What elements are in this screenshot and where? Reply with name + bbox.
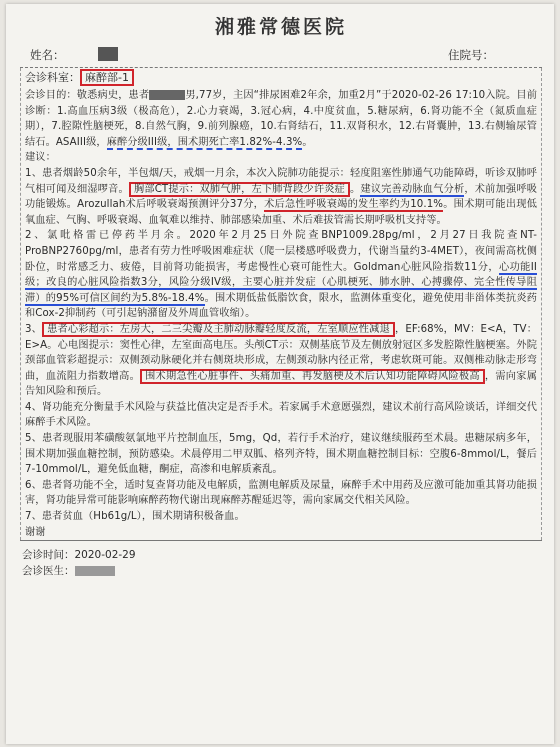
consult-doctor-label: 会诊医生： <box>22 565 75 578</box>
dept-label: 会诊科室： <box>25 71 80 84</box>
redacted-name <box>98 47 118 61</box>
chest-ct-highlight: 胸部CT提示：双肺气肿，左下肺背段少许炎症 <box>129 182 350 197</box>
advice-item-6: 6、患者肾功能不全，适时复查肾功能及电解质，监测电解质及尿量，麻醉手术中用药及应激可能加重其肾功能损害，肾功能异常可能影响麻醉药物代谢出现麻醉苏醒延迟等，需向家属交代相关风险。 <box>25 479 537 507</box>
perioperative-risk-highlight: 围术期急性心脏事件、头痛加重、再发脑梗及术后认知功能障碍风险极高 <box>140 369 485 384</box>
consultation-reason: 会诊目的：敬悉病史，患者 男,77岁，主因“排尿困难2年余，加重2月”于2020-02-26 17:10入院。目前诊断：1.高血压病3级（极高危），2.心力衰竭，3.冠心病，4.中度贫血，5.糖尿病，6.肾功能不全（氮质血症期），7.腔隙性脑梗死，8.自然气胸，9.前列腺癌，10.右肾结石，11.双肾积水，12.右肾囊肿，13.右侧输尿管结石。ASAIII级，麻醉分级III级，围术期死亡率1.82%-4.3%。 建议： 1、患者烟龄50余年，半包烟/天，戒烟一月余，本次入院肺功能提示：轻度阻塞性肺通气功能障碍，听诊双肺呼气相可闻及细湿啰音。 胸部CT提示：双肺气肿，左下肺背段少许炎症 。建议完善动脉血气分析，术前加强呼吸功能锻炼。Arozullah术后呼吸衰竭预测评分37分，术后急性呼吸衰竭的发生率约为10.1%。围术期可能出现低氧血症、气胸、呼吸衰竭、血氧难以维持、肺部感染加重、术后难拔管需长期呼吸机支持等。 2、氯吡格雷已停药半月余。2020年2月25日外院查BNP1009.28pg/ml，2月27日我院查NT-ProBNP2760pg/ml，患者有劳力性呼吸困难症状（爬一层楼感呼吸费力，代谢当量约3-4MET），夜间需高枕侧卧位，时常感乏力、疲倦，目前肾功能损害，考虑慢性心衰可能性大。Goldman心脏风险指数11分，心功能II级；改良的心脏风险指数3分，风险分级IV级，主要心脏并发症（心肌梗死、肺水肿、心搏骤停、完全性传导阻滞）的95%可信区间约为5.8%-18.4%。围术期低盐低脂饮食，限水，监测体重变化，避免使用非甾体类抗炎药和Cox-2抑制药（可引起钠潴留及外周血管收缩）。 3、 患者心彩超示：左房大，二三尖瓣及主肺动脉瓣轻度反流，左室顺应性减退 ，EF:68%，MV：E<A，TV：E>A。心电图提示：窦性心律，左室面高电压。头颅CT示：双侧基底节及左侧放射冠区多发腔隙性脑梗塞。外院颈部血管彩超提示：双侧颈动脉硬化并右侧斑块形成，左侧颈动脉内径正常，考虑软斑可能。双侧椎动脉走形弯曲，血流阻力指数增高。 围术期急性心脏事件、头痛加重、再发脑梗及术后认知功能障碍风险极高 ，需向家属告知风险和预后。 4、肾功能充分衡量手术风险与获益比值决定是否手术。若家属手术意愿强烈，建议术前行高风险谈话，详细交代麻醉手术风险。 5、患者现服用苯磺酸氨氯地平片控制血压，5mg，Qd，若行手术治疗，建议继续服药至术晨。患糖尿病多年，围术期加强血糖控制，预防感染。术晨停用二甲双胍、格列齐特，围术期血糖控制目标：空腹6-8mmol/L，餐后7-10mmol/L，避免低血糖，酮症，高渗和电解质紊乱。 6、患者肾功能不全，适时复查肾功能及电解质，监测电解质及尿量，麻醉手术中用药及应激可能加重其肾功能损害，肾功能异常可能影响麻醉药物代谢出现麻醉苏醒延迟等，需向家属交代相关风险。 7、患者贫血（Hb61g/L），围术期请积极备血。 谢谢 <box>25 88 537 540</box>
consultation-document <box>6 4 554 744</box>
dept-row <box>25 68 537 88</box>
consultation-frame <box>20 68 542 540</box>
advice-item-1: 1、患者烟龄50余年，半包烟/天，戒烟一月余，本次入院肺功能提示：轻度阻塞性肺通气功能障碍，听诊双肺呼气相可闻及细湿啰音。 胸部CT提示：双肺气肿，左下肺背段少许炎症 。建议完善动脉血气分析，术前加强呼吸功能锻炼。Arozullah术后呼吸衰竭预测评分37分，术后急性呼吸衰竭的发生率约为10.1%。围术期可能出现低氧血症、气胸、呼吸衰竭、血氧难以维持、肺部感染加重、术后难拔管需长期呼吸机支持等。 <box>25 167 538 226</box>
respiratory-failure-highlight: 术后急性呼吸衰竭的发生率约为10.1% <box>264 199 444 211</box>
advice-label: 建议： <box>25 152 56 164</box>
blood-gas-underline: 建议完善动脉血气分析 <box>360 183 465 195</box>
consult-time-value: 2020-02-29 <box>74 549 136 562</box>
name-label: 姓名： <box>30 48 65 62</box>
advice-item-7: 7、患者贫血（Hb61g/L），围术期请积极备血。 <box>25 511 245 523</box>
anesthesia-grade-highlight: 麻醉分级III级，围术期死亡率1.82%-4.3% <box>106 136 303 148</box>
advice-item-3: 3、 患者心彩超示：左房大，二三尖瓣及主肺动脉瓣轻度反流，左室顺应性减退 ，EF:68%，MV：E<A，TV：E>A。心电图提示：窦性心律，左室面高电压。头颅CT示：双侧基底节及左侧放射冠区多发腔隙性脑梗塞。外院颈部血管彩超提示：双侧颈动脉硬化并右侧斑块形成，左侧颈动脉内径正常，考虑软斑可能。双侧椎动脉走形弯曲，血流阻力指数增高。 围术期急性心脏事件、头痛加重、再发脑梗及术后认知功能障碍风险极高 ，需向家属告知风险和预后。 <box>25 323 538 398</box>
redacted-patient-name <box>149 90 185 100</box>
patient-header-row <box>18 43 544 67</box>
reason-text-a: 会诊目的：敬悉病史，患者 <box>25 90 150 101</box>
thanks-text: 谢谢 <box>25 526 46 538</box>
consult-time-label: 会诊时间： <box>22 549 75 562</box>
footer <box>18 545 544 579</box>
admission-number-label: 住院号： <box>448 48 494 62</box>
hospital-name: 湘雅常德医院 <box>214 16 347 38</box>
echo-highlight: 患者心彩超示：左房大，二三尖瓣及主肺动脉瓣轻度反流，左室顺应性减退 <box>42 322 395 337</box>
footer-divider <box>20 540 542 541</box>
advice-item-2: 2、氯吡格雷已停药半月余。2020年2月25日外院查BNP1009.28pg/ml，2月27日我院查NT-ProBNP2760pg/ml，患者有劳力性呼吸困难症状（爬一层楼感呼吸费力，代谢当量约3-4MET），夜间需高枕侧卧位，时常感乏力、疲倦，目前肾功能损害，考虑慢性心衰可能性大。Goldman心脏风险指数11分，心功能II级；改良的心脏风险指数3分，风险分级IV级，主要心脏并发症（心肌梗死、肺水肿、心搏骤停、完全性传导阻滞）的95%可信区间约为5.8%-18.4%。围术期低盐低脂饮食，限水，监测体重变化，避免使用非甾体类抗炎药和Cox-2抑制药（可引起钠潴留及外周血管收缩）。 <box>25 230 538 320</box>
consult-doctor-row <box>22 563 115 578</box>
reason-text-b: 男,77岁，主因“排尿困难2年余，加重2月”于2020-02-26 17:10入院。目前诊断：1.高血压病3级（极高危），2.心力衰竭，3.冠心病，4.中度贫血，5.糖尿病，6.肾功能不全（氮质血症期），7.腔隙性脑梗死，8.自然气胸，9.前列腺癌，10.右肾结石，11.双肾积水，12.右肾囊肿，13.右侧输尿管结石。ASAIII级， <box>25 90 538 148</box>
dept-value: 麻醉部-1 <box>80 69 134 86</box>
cardiac-risk-highlight: 心功能II级；改良的心脏风险指数3分，风险分级IV级，主要心脏并发症（心肌梗死、肺水肿、心搏骤停、完全性传导阻滞）的95%可信区间约为5.8%-18.4% <box>25 261 537 304</box>
advice-item-5: 5、患者现服用苯磺酸氨氯地平片控制血压，5mg，Qd，若行手术治疗，建议继续服药至术晨。患糖尿病多年，围术期加强血糖控制，预防感染。术晨停用二甲双胍、格列齐特，围术期血糖控制目标：空腹6-8mmol/L，餐后7-10mmol/L，避免低血糖，酮症，高渗和电解质紊乱。 <box>25 433 537 476</box>
redacted-doctor-signature <box>75 566 115 576</box>
advice-item-4: 4、肾功能充分衡量手术风险与获益比值决定是否手术。若家属手术意愿强烈，建议术前行高风险谈话，详细交代麻醉手术风险。 <box>25 401 537 429</box>
consult-time-row <box>22 547 136 562</box>
